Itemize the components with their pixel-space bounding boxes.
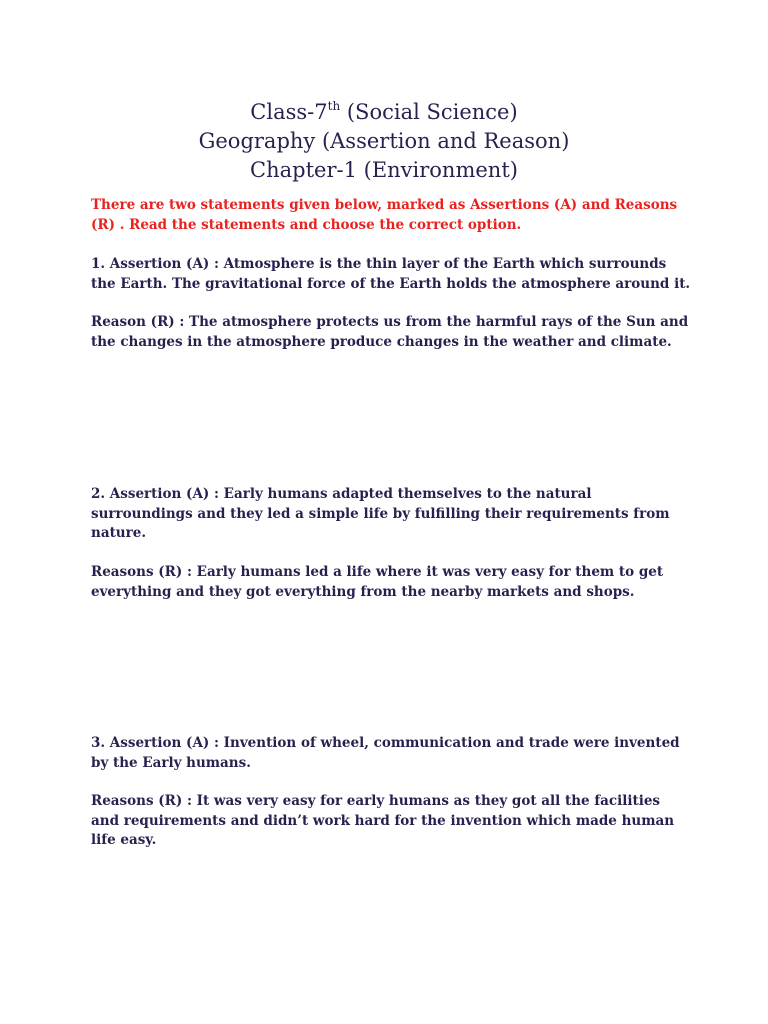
title-class: Class-7 [250, 100, 328, 124]
question-3-assertion: 3. Assertion (A) : Invention of wheel, communication and trade were invented by the Early humans. [91, 735, 680, 771]
title-class-superscript: th [327, 99, 341, 113]
question-1-reason: Reason (R) : The atmosphere protects us from the harmful rays of the Sun and the changes in the atmosphere produce changes in the weather and climate. [91, 314, 689, 350]
question-2-assertion: 2. Assertion (A) : Early humans adapted themselves to the natural surroundings and they led a simple life by fulfilling their requirements from nature. [91, 486, 670, 541]
document-title [0, 93, 768, 185]
title-geography-line: Geography (Assertion and Reason) [198, 129, 570, 153]
instructions-text: There are two statements given below, marked as Assertions (A) and Reasons (R) . Read the statements and choose the correct option. [91, 197, 678, 233]
title-chapter-line: Chapter-1 (Environment) [250, 158, 518, 182]
question-3-reason: Reasons (R) : It was very easy for early humans as they got all the facilities and requirements and didn’t work hard for the invention which made human life easy. [91, 793, 675, 848]
title-class-line [0, 93, 768, 127]
title-subject: (Social Science) [340, 100, 518, 124]
question-1-assertion: 1. Assertion (A) : Atmosphere is the thin layer of the Earth which surrounds the Earth. The gravitational force of the Earth holds the atmosphere around it. [91, 256, 691, 292]
question-2-reason: Reasons (R) : Early humans led a life where it was very easy for them to get everything and they got everything from the nearby markets and shops. [91, 564, 664, 600]
